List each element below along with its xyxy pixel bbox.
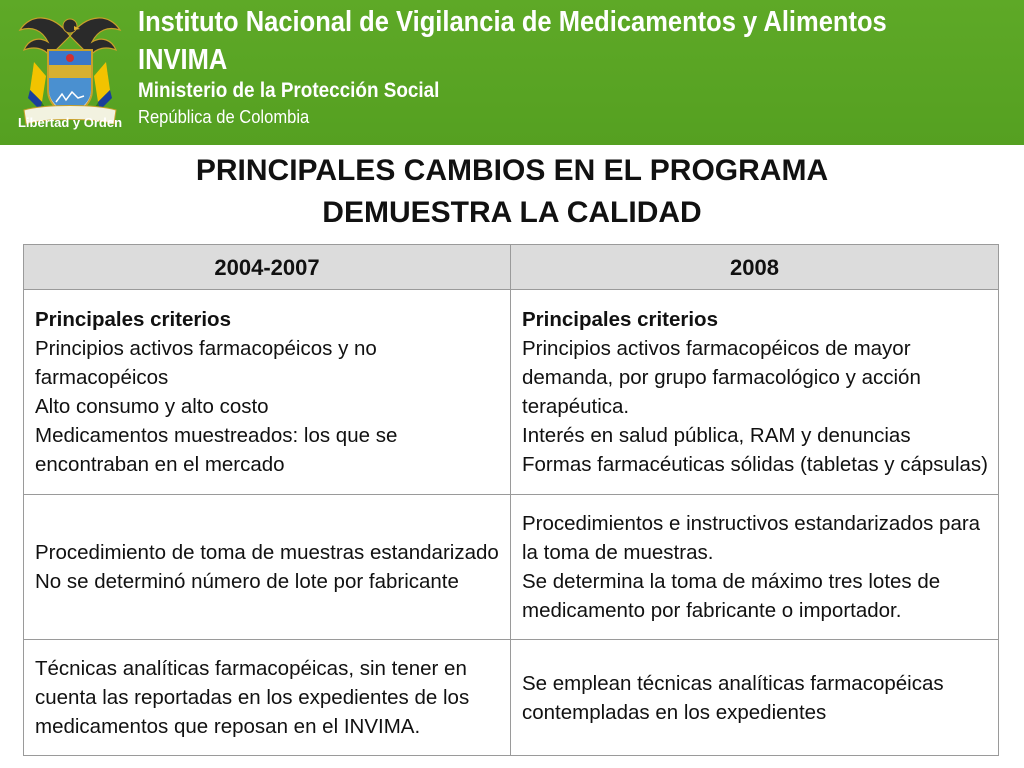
cell-line: Procedimientos e instructivos estandarizados para la toma de muestras.: [522, 512, 981, 564]
table-row: [24, 290, 999, 495]
table-cell-criteria-2004: [24, 290, 511, 495]
table-cell-techniques-2004: [24, 640, 511, 756]
table-cell-sampling-2008: [511, 495, 999, 640]
table-cell-techniques-2008: [511, 640, 999, 756]
republic-name: República de Colombia: [138, 107, 310, 127]
column-header-2008: 2008: [511, 245, 999, 290]
comparison-table: [23, 244, 999, 756]
ministry-name: Ministerio de la Protección Social: [138, 79, 440, 102]
slide-title-line-2: DEMUESTRA LA CALIDAD: [322, 196, 702, 229]
organization-acronym: INVIMA: [138, 44, 228, 76]
slide-title-line-1: PRINCIPALES CAMBIOS EN EL PROGRAMA: [195, 154, 829, 187]
cell-line: Alto consumo y alto costo: [35, 395, 269, 418]
table-cell-sampling-2004: [24, 495, 511, 640]
cell-line: Interés en salud pública, RAM y denuncias: [522, 424, 911, 447]
cell-line: Se emplean técnicas analíticas farmacopéicas contempladas en los expedientes: [522, 671, 944, 724]
cell-line: No se determinó número de lote por fabricante: [35, 570, 459, 593]
header-banner: [0, 0, 1024, 145]
cell-line: Se determina la toma de máximo tres lotes de medicamento por fabricante o importador.: [522, 570, 941, 622]
table-row: [24, 640, 999, 756]
table-header-row: [24, 245, 999, 290]
table-cell-criteria-2008: [511, 290, 999, 495]
table-row: [24, 495, 999, 640]
column-header-2004-2007: 2004-2007: [24, 245, 511, 290]
emblem-motto: Libertad y Orden: [17, 115, 123, 130]
cell-line: Formas farmacéuticas sólidas (tabletas y cápsulas): [522, 453, 988, 476]
cell-heading: Principales criterios: [35, 308, 231, 331]
organization-title: Instituto Nacional de Vigilancia de Medicamentos y Alimentos: [138, 6, 887, 38]
cell-heading: Principales criterios: [522, 308, 718, 331]
cell-line: Técnicas analíticas farmacopéicas, sin tener en cuenta las reportadas en los expedientes de los medicamentos que reposan en el INVIMA.: [35, 657, 470, 738]
slide-title: [0, 150, 1024, 234]
cell-line: Procedimiento de toma de muestras estandarizado: [35, 541, 499, 564]
cell-line: Principios activos farmacopéicos y no farmacopéicos: [35, 337, 377, 389]
cell-line: Medicamentos muestreados: los que se encontraban en el mercado: [35, 424, 398, 476]
cell-line: Principios activos farmacopéicos de mayor demanda, por grupo farmacológico y acción terapéutica.: [522, 337, 921, 418]
